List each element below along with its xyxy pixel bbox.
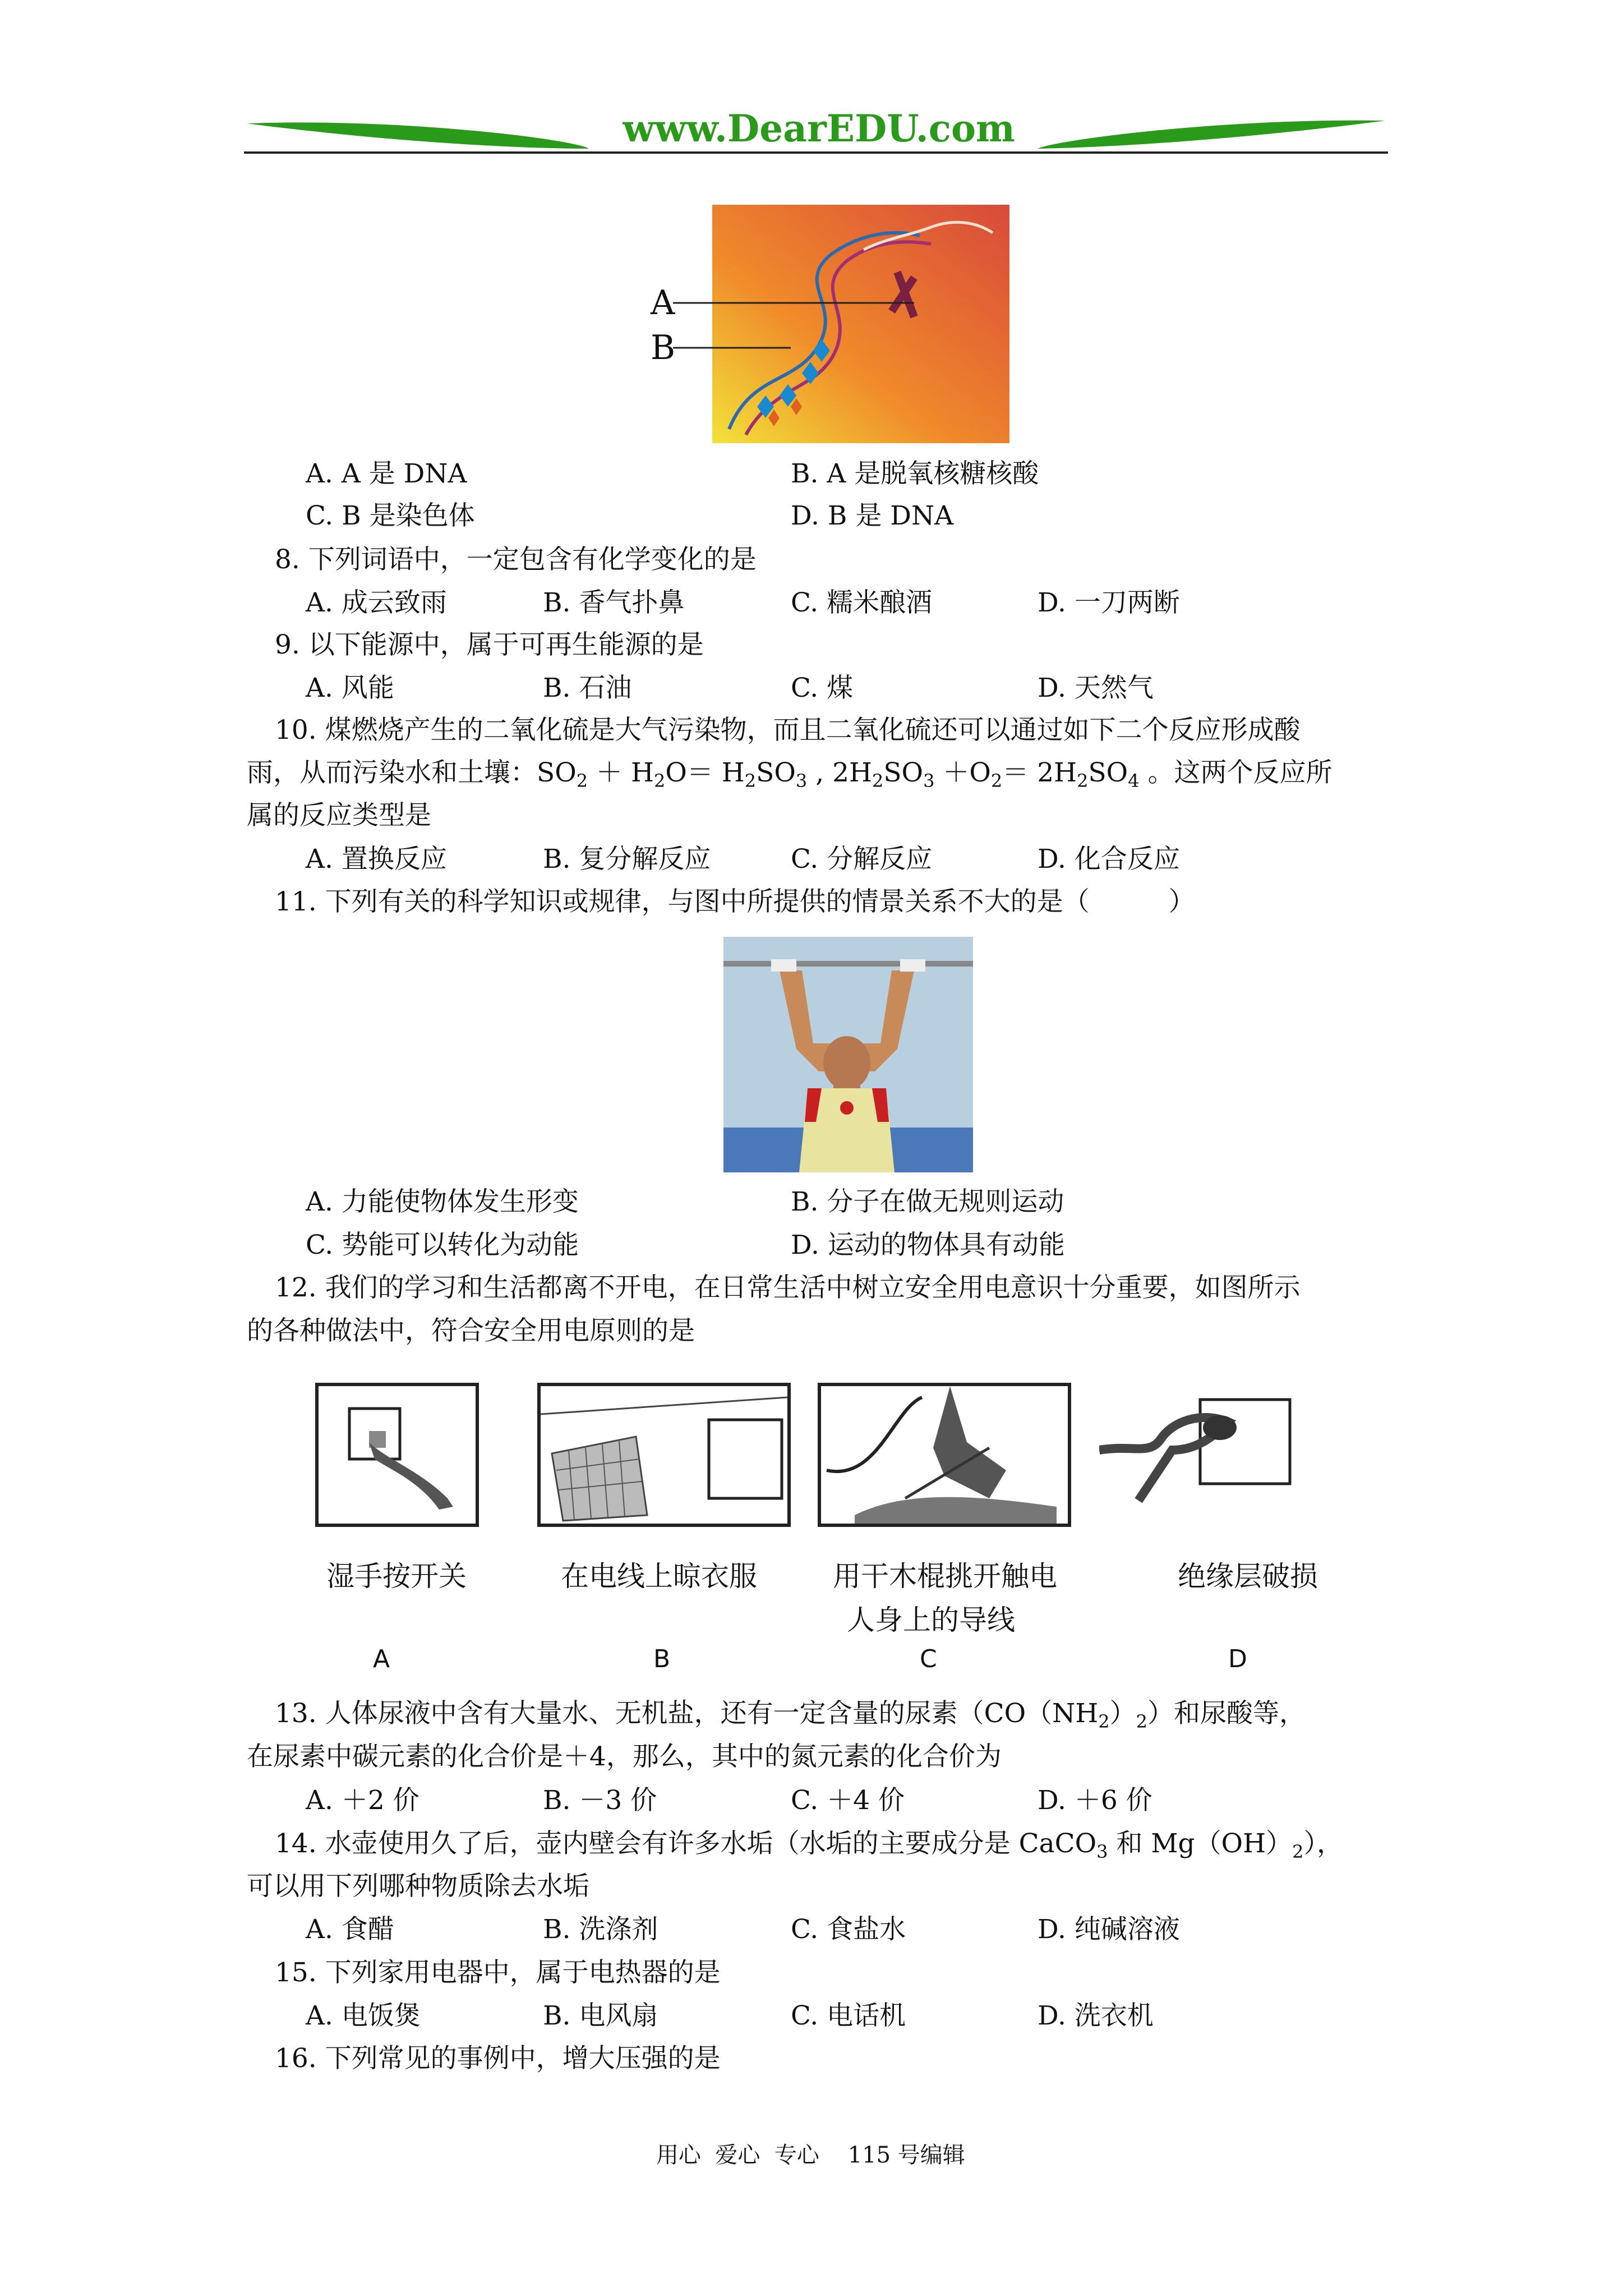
q12-caption-c-line2: 人身上的导线 [847,1604,1015,1636]
header-banner [241,95,1391,168]
q10-line-3: 属的反应类型是 [247,800,431,831]
q13-option-a: A. ＋2 价 [306,1785,419,1816]
q9-stem: 9. 以下能源中，属于可再生能源的是 [275,629,704,660]
q15-option-c: C. 电话机 [791,2000,906,2031]
q8-option-c: C. 糯米酿酒 [791,587,933,618]
q14-option-a: A. 食醋 [306,1914,394,1945]
q12-picture-d [1099,1388,1295,1523]
q7-option-a: A. A 是 DNA [306,458,467,489]
q9-option-a: A. 风能 [306,673,394,703]
q12-letter-c: C [920,1645,937,1673]
q12-picture-a [315,1383,479,1527]
q8-stem: 8. 下列词语中，一定包含有化学变化的是 [275,544,757,575]
q8-option-d: D. 一刀两断 [1038,587,1180,618]
q13-line-1: 13. 人体尿液中含有大量水、无机盐，还有一定含量的尿素$(CO(NH_2)_2)$和尿酸等， [275,1698,1306,1732]
q12-caption-a: 湿手按开关 [326,1560,467,1593]
q14-line-2: 可以用下列哪种物质除去水垢 [247,1871,589,1902]
q10-option-c: C. 分解反应 [791,844,933,875]
q10-line-1: 10. 煤燃烧产生的二氧化硫是大气污染物，而且二氧化硫还可以通过如下二个反应形成酸 [275,715,1301,746]
q9-option-d: D. 天然气 [1038,673,1154,703]
q12-picture-b [537,1383,791,1527]
q12-letter-a: A [373,1645,390,1673]
q16-stem: 16. 下列常见的事例中，增大压强的是 [275,2043,721,2074]
q10-option-b: B. 复分解反应 [543,844,711,875]
q14-option-c: C. 食盐水 [791,1914,906,1945]
q13-line-2: 在尿素中碳元素的化合价是＋4，那么，其中的氮元素的化合价为 [247,1741,1002,1772]
q7-option-c: C. B 是染色体 [306,500,475,531]
q13-option-d: D. ＋6 价 [1038,1785,1152,1816]
q14-line-1: 14. 水壶使用久了后，壶内壁会有许多水垢（水垢的主要成分是 CaCO$_3$ 和 $Mg(OH)_2$）， [275,1828,1343,1862]
dna-figure [651,205,1009,443]
q8-option-b: B. 香气扑鼻 [543,587,685,618]
q10-line-2: 雨，从而污染水和土壤：$SO_2 + H_2O= H_2SO_3$ , $2H_2SO_3 +O_2= 2H_2SO_4$ 。这两个反应所 [247,757,1332,792]
dna-label-a: A [651,283,675,323]
q12-letter-b: B [653,1645,671,1673]
q7-option-b: B. A 是脱氧核糖核酸 [791,458,1039,489]
q11-stem: 11. 下列有关的科学知识或规律，与图中所提供的情景关系不大的是（ ） [275,886,1195,917]
q13-option-c: C. ＋4 价 [791,1785,905,1816]
q15-option-d: D. 洗衣机 [1038,2000,1154,2031]
q12-caption-c-line1: 用干木棍挑开触电 [833,1560,1057,1593]
q11-option-a: A. 力能使物体发生形变 [306,1186,579,1217]
gymnast-photo [723,937,973,1172]
q15-option-b: B. 电风扇 [543,2000,658,2031]
q9-option-c: C. 煤 [791,673,854,703]
page-footer: 用心 爱心 专心 115 号编辑 [656,2142,965,2168]
q15-option-a: A. 电饭煲 [306,2000,421,2031]
q15-stem: 15. 下列家用电器中，属于电热器的是 [275,1957,721,1988]
q12-picture-c [818,1383,1071,1527]
q13-option-b: B. －3 价 [543,1785,657,1816]
q12-line-1: 12. 我们的学习和生活都离不开电，在日常生活中树立安全用电意识十分重要，如图所示 [275,1272,1301,1303]
q11-option-b: B. 分子在做无规则运动 [791,1186,1064,1217]
q12-line-2: 的各种做法中，符合安全用电原则的是 [247,1315,695,1346]
q11-option-c: C. 势能可以转化为动能 [306,1230,579,1260]
dna-label-b: B [651,328,676,367]
site-logo-text: www.DearEDU.com [623,107,1015,150]
q8-option-a: A. 成云致雨 [306,587,447,618]
q9-option-b: B. 石油 [543,673,632,703]
q12-letter-d: D [1228,1645,1247,1673]
q12-caption-b: 在电线上晾衣服 [561,1560,757,1593]
q12-caption-d: 绝缘层破损 [1178,1560,1318,1593]
q11-option-d: D. 运动的物体具有动能 [791,1230,1065,1260]
q10-option-a: A. 置换反应 [306,844,447,875]
q10-option-d: D. 化合反应 [1038,844,1180,875]
q14-option-d: D. 纯碱溶液 [1038,1914,1180,1945]
q7-option-d: D. B 是 DNA [791,500,954,531]
q14-option-b: B. 洗涤剂 [543,1914,658,1945]
